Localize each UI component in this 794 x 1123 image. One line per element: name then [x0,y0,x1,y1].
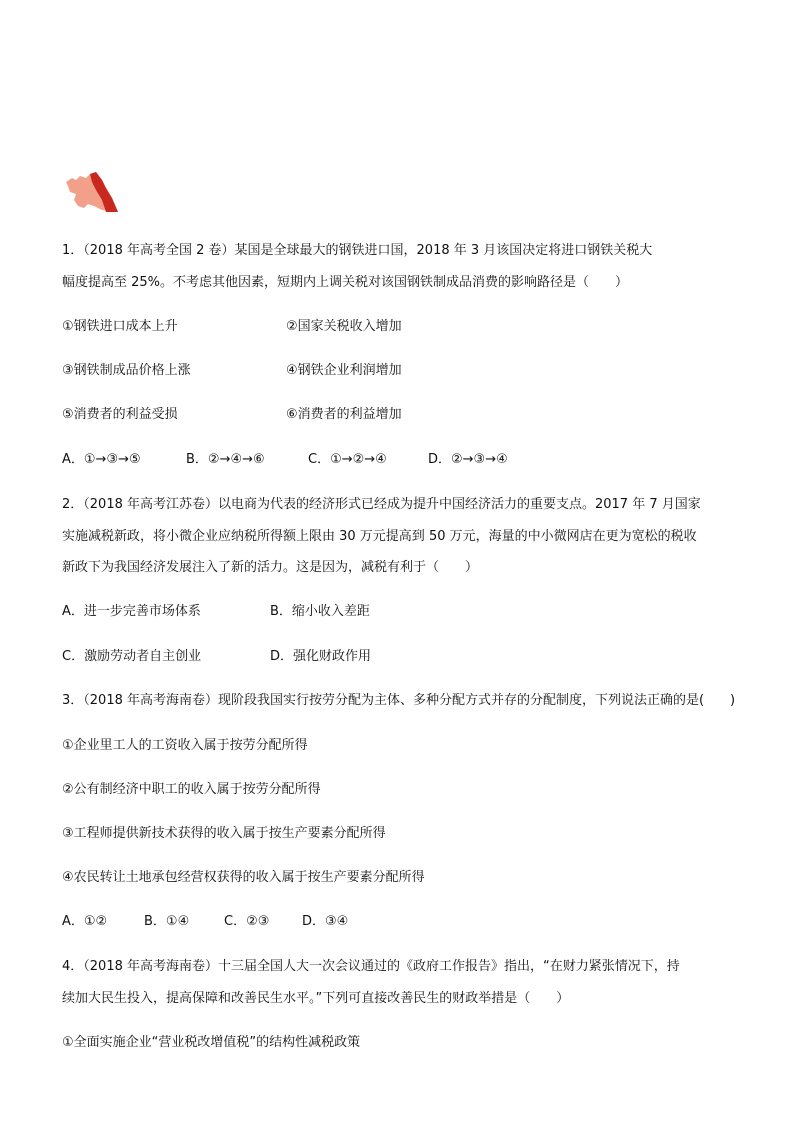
question-1-item-4: ④钢铁企业利润增加 [286,363,402,378]
question-2-stem-line-2: 实施减税新政，将小微企业应纳税所得额上限由 30 万元提高到 50 万元，海量的中小微网店在更为宽松的税收 [62,529,697,544]
question-1-choice-d: D．②→③→④ [428,452,508,467]
question-1-item-5: ⑤消费者的利益受损 [62,407,178,422]
question-3-item-2: ②公有制经济中职工的收入属于按劳分配所得 [62,782,321,797]
question-3-choice-b: B．①④ [144,914,190,929]
question-3-item-3: ③工程师提供新技术获得的收入属于按生产要素分配所得 [62,826,386,841]
question-1-item-2: ②国家关税收入增加 [286,319,402,334]
question-1-item-1: ①钢铁进口成本上升 [62,319,178,334]
question-4-item-1: ①全面实施企业“营业税改增值税”的结构性减税政策 [62,1035,361,1050]
question-2-stem-line-3: 新政下为我国经济发展注入了新的活力。这是因为，减税有利于（ ） [62,560,479,575]
question-2-choice-d: D．强化财政作用 [270,649,372,664]
question-4-stem-line-1: 4．（2018 年高考海南卷）十三届全国人大一次会议通过的《政府工作报告》指出，“在财力紧张情况下，持 [62,959,680,974]
question-1-choice-a: A．①→③→⑤ [62,452,141,467]
question-3-choice-c: C．②③ [224,914,270,929]
question-1-choice-c: C．①→②→④ [308,452,387,467]
question-1-choice-b: B．②→④→⑥ [186,452,265,467]
question-2-choice-c: C．激励劳动者自主创业 [62,649,202,664]
question-1-item-6: ⑥消费者的利益增加 [286,407,402,422]
question-3-choice-d: D．③④ [302,914,349,929]
question-3-stem-line-1: 3．（2018 年高考海南卷）现阶段我国实行按劳分配为主体、多种分配方式并存的分配制度，下列说法正确的是( ) [62,693,736,708]
question-3-choice-a: A．①② [62,914,108,929]
question-1-stem-line-1: 1．（2018 年高考全国 2 卷）某国是全球最大的钢铁进口国，2018 年 3 月该国决定将进口钢铁关税大 [62,243,653,258]
question-2-choice-b: B．缩小收入差距 [270,604,370,619]
logo-icon [62,170,120,214]
question-1-item-3: ③钢铁制成品价格上涨 [62,363,191,378]
question-1-stem-line-2: 幅度提高至 25%。不考虑其他因素，短期内上调关税对该国钢铁制成品消费的影响路径是（ ） [62,275,629,290]
question-2-choice-a: A．进一步完善市场体系 [62,604,201,619]
question-3-item-1: ①企业里工人的工资收入属于按劳分配所得 [62,738,308,753]
question-2-stem-line-1: 2．（2018 年高考江苏卷）以电商为代表的经济形式已经成为提升中国经济活力的重要支点。2017 年 7 月国家 [62,497,701,512]
question-4-stem-line-2: 续加大民生投入，提高保障和改善民生水平。”下列可直接改善民生的财政举措是（ ） [62,991,570,1006]
question-3-item-4: ④农民转让土地承包经营权获得的收入属于按生产要素分配所得 [62,870,425,885]
